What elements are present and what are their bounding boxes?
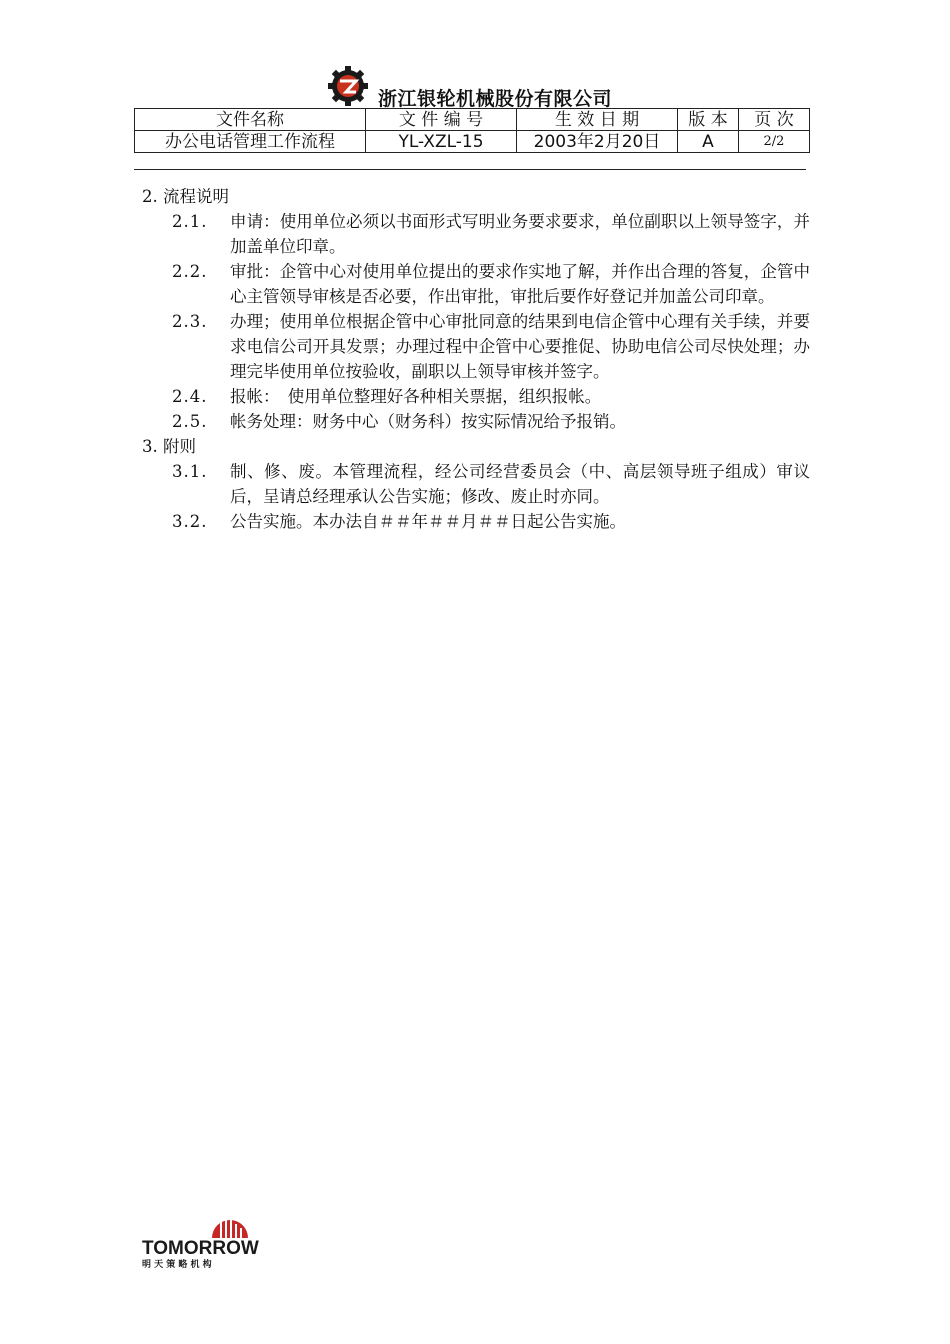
list-item: [172, 384, 810, 409]
section-title: 3. 附则: [142, 437, 196, 456]
item-text: 帐务处理：财务中心（财务科）按实际情况给予报销。: [230, 412, 626, 431]
file-name-value: 办公电话管理工作流程: [135, 131, 366, 153]
item-number: 2.2.: [172, 262, 208, 281]
list-item: [172, 309, 810, 384]
company-name: 浙江银轮机械股份有限公司: [378, 88, 613, 110]
header-divider: [134, 169, 806, 170]
item-text: 申请：使用单位必须以书面形式写明业务要求要求，单位副职以上领导签字，并加盖单位印章。: [230, 212, 810, 256]
company-banner: [130, 62, 810, 108]
item-text: 审批：企管中心对使用单位提出的要求作实地了解，并作出合理的答复，企管中心主管领导审核是否必要，作出审批，审批后要作好登记并加盖公司印章。: [230, 262, 810, 306]
col-file-number: 文 件 编 号: [366, 109, 517, 131]
brand-cn-text: 明 天 策 略 机 构: [142, 1260, 212, 1270]
yinlun-gear-logo-icon: [322, 66, 374, 106]
col-version: 版 本: [678, 109, 739, 131]
list-item: [172, 409, 810, 434]
col-page: 页 次: [739, 109, 810, 131]
effective-date-value: 2003年2月20日: [517, 131, 678, 153]
item-number: 3.2.: [172, 512, 208, 531]
item-number: 2.3.: [172, 312, 208, 331]
item-number: 2.1.: [172, 212, 208, 231]
item-number: 2.5.: [172, 412, 208, 431]
col-file-name: 文件名称: [135, 109, 366, 131]
item-number: 2.4.: [172, 387, 208, 406]
list-item: [172, 209, 810, 259]
info-value-row: [135, 131, 810, 153]
document-body: [142, 184, 810, 534]
item-text: 制、修、废。本管理流程，经公司经营委员会（中、高层领导班子组成）审议后，呈请总经理承认公告实施；修改、废止时亦同。: [230, 462, 810, 506]
document-header: [130, 62, 810, 152]
document-info-table: [134, 108, 810, 153]
page-value: 2/2: [739, 131, 810, 153]
file-number-value: YL-XZL-15: [366, 131, 517, 153]
list-item: [172, 259, 810, 309]
tomorrow-city-logo-icon: [140, 1210, 310, 1270]
info-header-row: [135, 109, 810, 131]
item-text: 公告实施。本办法自＃＃年＃＃月＃＃日起公告实施。: [230, 512, 626, 531]
list-item: [172, 459, 810, 509]
col-effective-date: 生 效 日 期: [517, 109, 678, 131]
section-title: 2. 流程说明: [142, 187, 229, 206]
list-item: [172, 509, 810, 534]
item-text: 办理；使用单位根据企管中心审批同意的结果到电信企管中心理有关手续，并要求电信公司开具发票；办理过程中企管中心要推促、协助电信公司尽快处理；办理完毕使用单位按验收，副职以上领导审核并签字。: [230, 312, 810, 381]
version-value: A: [678, 131, 739, 153]
item-number: 3.1.: [172, 462, 208, 481]
item-text: 报帐： 使用单位整理好各种相关票据，组织报帐。: [230, 387, 602, 406]
brand-text: TOMORROW: [142, 1238, 259, 1259]
